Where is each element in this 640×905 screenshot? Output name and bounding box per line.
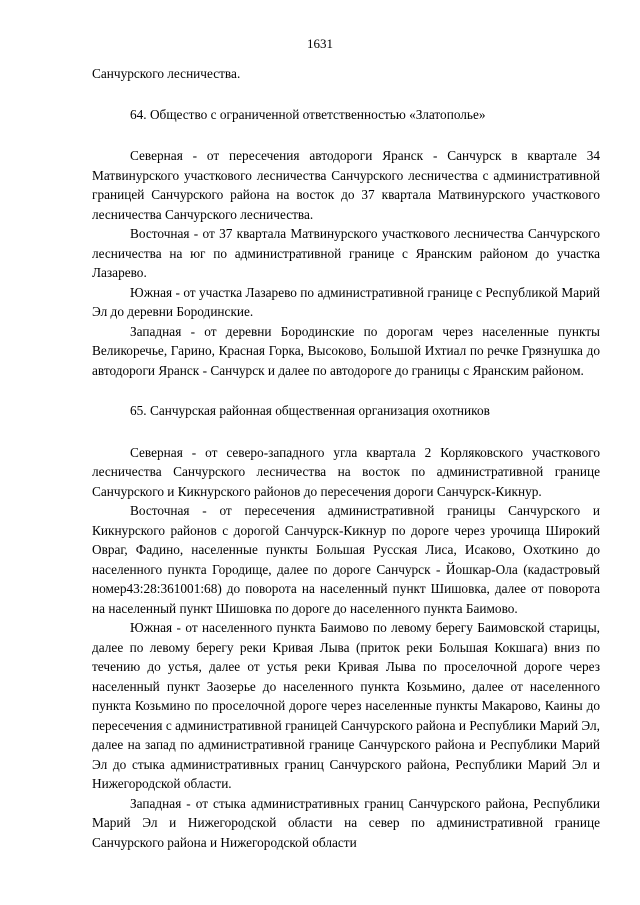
section-65-east-boundary: Восточная - от пересечения административной границы Санчурского и Кикнурского районов с дорогой Санчурск-Кикнур по дороге через урочища Широкий Овраг, Фадино, населенные пункты Большая Русская Лиса, Исаково, Охоткино до населенного пункта Городище, далее по дороге Санчурск - Йошкар-Ола (кадастровый номер43:28:361001:68) до поворота на населенный пункт Шишовка, далее от поворота на населенный пункт Шишовка по дороге до населенного пункта Баимово. [92,503,600,616]
section-64-east-boundary: Восточная - от 37 квартала Матвинурского участкового лесничества Санчурского лесничества на юг по административной границе с Яранским районом до участка Лазарево. [92,226,600,280]
page-number: 1631 [307,36,333,51]
carryover-paragraph: Санчурского лесничества. [92,66,241,81]
section-64-heading: 64. Общество с ограниченной ответственностью «Златополье» [130,106,486,122]
document-body [92,64,600,852]
section-65-north-boundary: Северная - от северо-западного угла квартала 2 Корляковского участкового лесничества Санчурского лесничества на восток по административной границе Санчурского и Кикнурского районов до пересечения дороги Санчурск-Кикнур. [92,444,600,499]
section-65-west-boundary: Западная - от стыка административных границ Санчурского района, Республики Марий Эл и Нижегородской области на север по административной границе Санчурского района и Нижегородской области [92,795,600,850]
section-65-south-boundary: Южная - от населенного пункта Баимово по левому берегу Баимовской старицы, далее по левому берегу реки Кривая Лыва (приток реки Большая Кокшага) вниз по течению до устья, далее от устья реки Кривая Лыва по проселочной дороге через населенный пункт Заозерье до населенного пункта Козьмино, далее от населенного пункта Козьмино по проселочной дороге через населенные пункты Макарово, Каины до пересечения с административной границей Санчурского района и Республики Марий Эл, далее на запад по административной границе Санчурского района и Республики Марий Эл до стыка административных границ Санчурского района, Республики Марий Эл и Нижегородской области. [92,620,600,791]
section-65-heading: 65. Санчурская районная общественная организация охотников [130,403,490,418]
section-64-west-boundary: Западная - от деревни Бородинские по дорогам через населенные пункты Великоречье, Гарино, Красная Горка, Высоково, Большой Ихтиал по речке Грязнушка до автодороги Яранск - Санчурск и далее по автодороге до границы с Яранским районом. [92,323,600,378]
section-64-south-boundary: Южная - от участка Лазарево по административной границе с Республикой Марий Эл до деревни Бородинские. [92,284,600,319]
section-64-north-boundary: Северная - от пересечения автодороги Яранск - Санчурск в квартале 34 Матвинурского участкового лесничества Санчурского лесничества с административной границей Санчурского района на восток до 37 квартала Матвинурского участкового лесничества Санчурского лесничества. [92,148,600,222]
